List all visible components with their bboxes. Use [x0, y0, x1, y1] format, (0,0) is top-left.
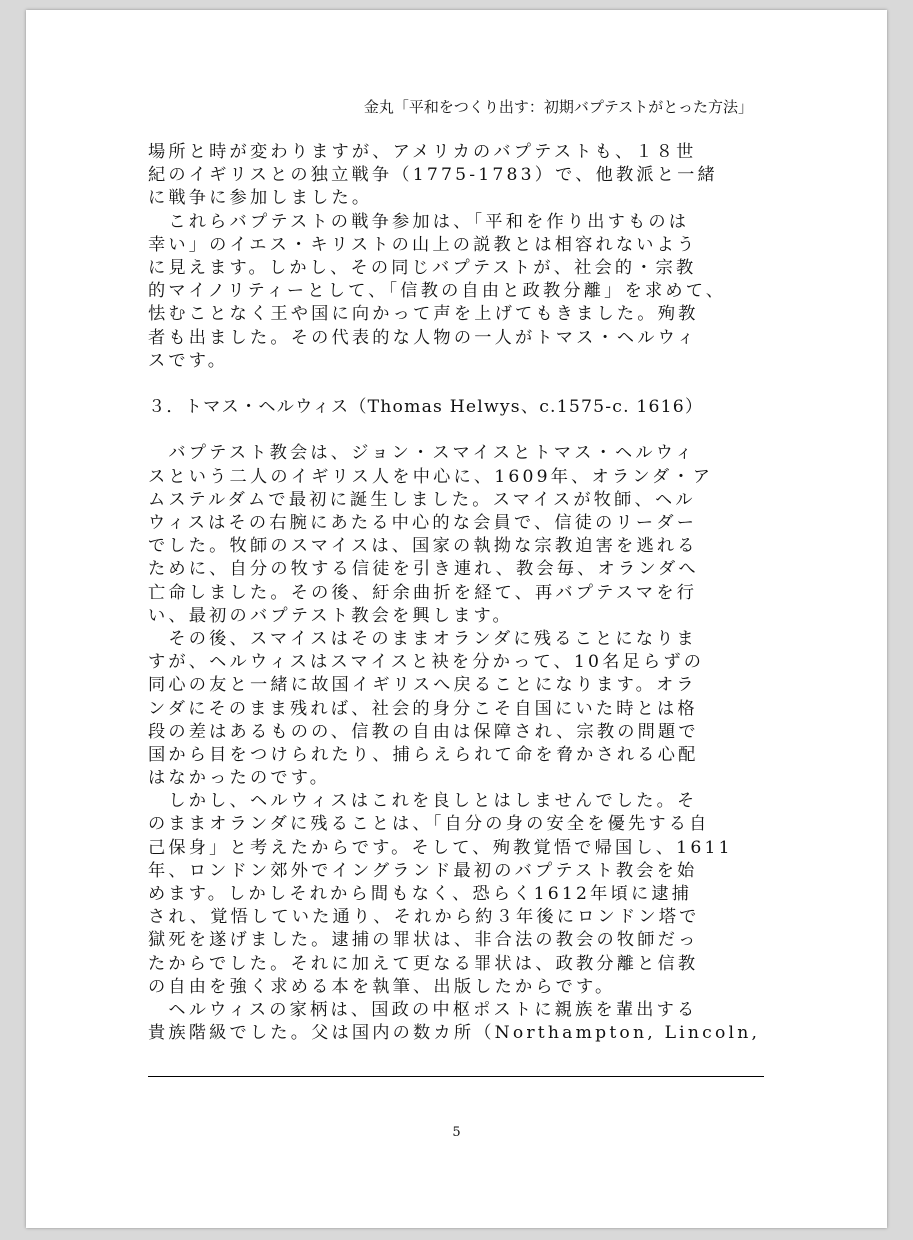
footer-divider	[148, 1076, 764, 1077]
text-line: 場所と時が変わりますが、アメリカのバプテストも、１８世	[148, 142, 697, 162]
text-line: ムステルダムで最初に誕生しました。スマイスが牧師、ヘル	[148, 489, 696, 510]
text-line: めます。しかしそれから間もなく、恐らく1612年頃に逮捕	[148, 884, 693, 904]
paragraph-2	[148, 211, 764, 373]
running-header: 金丸「平和をつくり出す：初期バプテストがとった方法」	[363, 98, 753, 116]
text-line: はなかったのです。	[148, 768, 331, 789]
text-line: 国から目をつけられたり、捕らえられて命を脅かされる心配	[148, 744, 699, 765]
text-line: 貴族階級でした。父は国内の数カ所（Northampton, Lincoln,	[148, 1023, 761, 1044]
text-line: スです。	[148, 350, 229, 371]
document-page	[26, 10, 887, 1228]
text-line: に戦争に参加しました。	[148, 188, 373, 209]
section-heading: ３．トマス・ヘルウィス（Thomas Helwys、c.1575-c. 1616）	[148, 397, 704, 418]
text-line: 同心の友と一緒に故国イギリスへ戻ることになります。オラ	[148, 675, 697, 696]
text-line: 紀のイギリスとの独立戦争（1775‐1783）で、他教派と一緒	[148, 165, 718, 186]
text-line: 幸い」のイエス・キリストの山上の説教とは相容れないよう	[148, 234, 698, 255]
paragraph-3	[148, 442, 764, 628]
text-line: 己保身」と考えたからです。そして、殉教覚悟で帰国し、1611	[148, 837, 733, 858]
text-line: 亡命しました。その後、紆余曲折を経て、再バプテスマを行	[148, 582, 698, 603]
text-line: しかし、ヘルウィスはこれを良しとはしませんでした。そ	[148, 791, 698, 812]
body-text	[148, 141, 764, 1045]
text-line: バプテスト教会は、ジョン・スマイスとトマス・ヘルウィ	[148, 443, 696, 464]
text-line: 段の差はあるものの、信教の自由は保障され、宗教の問題で	[148, 721, 699, 742]
text-line: 年、ロンドン郊外でイングランド最初のバプテスト教会を始	[148, 860, 698, 881]
text-line: これらバプテストの戦争参加は、「平和を作り出すものは	[148, 211, 690, 232]
text-line: の自由を強く求める本を執筆、出版したからです。	[148, 976, 616, 997]
text-line: 怯むことなく王や国に向かって声を上げてもきました。殉教	[148, 304, 699, 325]
text-line: い、最初のバプテスト教会を興します。	[148, 605, 513, 626]
paragraph-1	[148, 141, 764, 211]
spacer	[148, 419, 764, 442]
text-line: 者も出ました。その代表的な人物の一人がトマス・ヘルウィ	[148, 327, 698, 348]
text-line: 獄死を遂げました。逮捕の罪状は、非合法の教会の牧師だっ	[148, 930, 699, 951]
text-line: 的マイノリティーとして、「信教の自由と政教分離」を求めて、	[148, 281, 727, 302]
text-line: すが、ヘルウィスはスマイスと袂を分かって、10名足らずの	[148, 652, 705, 673]
text-line: その後、スマイスはそのままオランダに残ることになりま	[148, 628, 697, 649]
text-line: たからでした。それに加えて更なる罪状は、政教分離と信教	[148, 953, 699, 974]
paragraph-4	[148, 628, 764, 790]
text-line: ために、自分の牧する信徒を引き連れ、教会毎、オランダへ	[148, 559, 699, 580]
text-line: ヘルウィスの家柄は、国政の中枢ポストに親族を輩出する	[148, 999, 698, 1020]
text-line: ウィスはその右腕にあたる中心的な会員で、信徒のリーダー	[148, 513, 698, 533]
text-line: のままオランダに残ることは、「自分の身の安全を優先する自	[148, 814, 710, 835]
text-line: スという二人のイギリス人を中心に、1609年、オランダ・ア	[148, 466, 714, 487]
text-line: でした。牧師のスマイスは、国家の執拗な宗教迫害を逃れる	[148, 536, 698, 557]
paragraph-6	[148, 999, 764, 1045]
text-line: に見えます。しかし、その同じバプテストが、社会的・宗教	[148, 257, 697, 278]
text-line: され、覚悟していた通り、それから約３年後にロンドン塔で	[148, 907, 700, 928]
paragraph-5	[148, 790, 764, 999]
text-line: ンダにそのまま残れば、社会的身分こそ自国にいた時とは格	[148, 698, 698, 719]
page-number: 5	[452, 1125, 461, 1140]
spacer	[148, 373, 764, 396]
